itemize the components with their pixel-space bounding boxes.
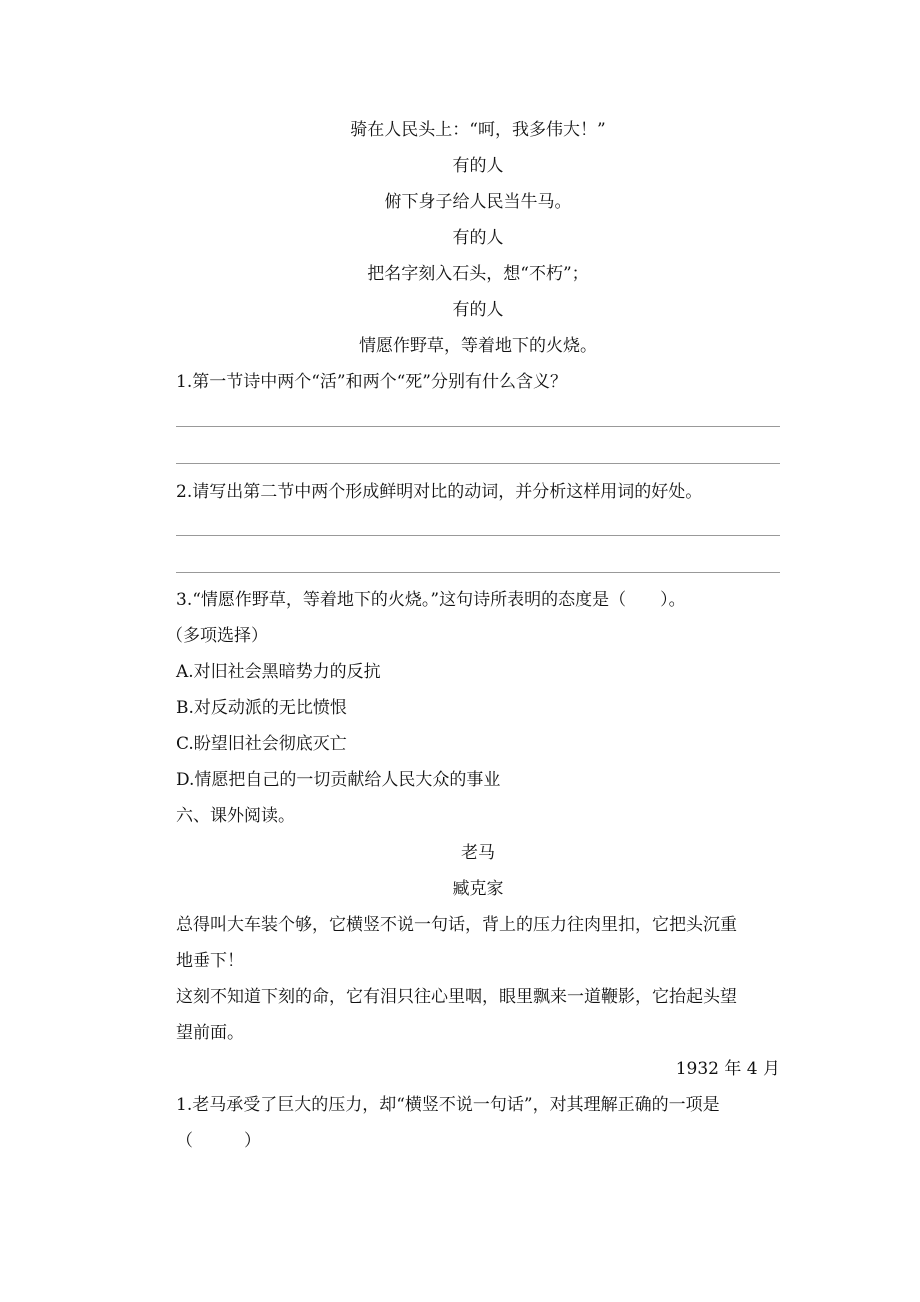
poem-title: 老马 [461, 843, 495, 863]
poem-line: 有的人 [452, 156, 504, 176]
answer-line[interactable] [176, 572, 780, 573]
poem-date: 1932 年 4 月 [675, 1059, 780, 1079]
option-b: B.对反动派的无比愤恨 [176, 698, 347, 718]
answer-bracket: （ ） [176, 1131, 261, 1151]
paragraph-line: 地垂下！ [176, 951, 244, 971]
answer-line[interactable] [176, 463, 780, 464]
section-heading: 六、课外阅读。 [176, 806, 295, 826]
question-reading-1: 1.老马承受了巨大的压力，却“横竖不说一句话”，对其理解正确的一项是 [176, 1095, 720, 1115]
question-2: 2.请写出第二节中两个形成鲜明对比的动词，并分析这样用词的好处。 [176, 482, 703, 502]
option-c: C.盼望旧社会彻底灭亡 [176, 734, 347, 754]
paragraph-line: 总得叫大车装个够，它横竖不说一句话，背上的压力往肉里扣，它把头沉重 [176, 915, 737, 935]
poem-line: 俯下身子给人民当牛马。 [384, 192, 572, 212]
question-1: 1.第一节诗中两个“活”和两个“死”分别有什么含义？ [176, 372, 567, 392]
poem-line: 有的人 [452, 228, 504, 248]
poem-line: 有的人 [452, 300, 504, 320]
question-3-note: （多项选择） [166, 626, 268, 646]
poem-line: 骑在人民头上：“呵，我多伟大！” [350, 120, 606, 140]
question-3: 3.“情愿作野草，等着地下的火烧。”这句诗所表明的态度是（ ）。 [176, 590, 686, 610]
option-d: D.情愿把自己的一切贡献给人民大众的事业 [176, 770, 501, 790]
answer-line[interactable] [176, 426, 780, 427]
poem-line: 情愿作野草，等着地下的火烧。 [359, 336, 597, 356]
paragraph-line: 这刻不知道下刻的命，它有泪只往心里咽，眼里飘来一道鞭影，它抬起头望 [176, 987, 737, 1007]
option-a: A.对旧社会黑暗势力的反抗 [176, 662, 381, 682]
answer-line[interactable] [176, 535, 780, 536]
poem-author: 臧克家 [452, 879, 504, 899]
poem-line: 把名字刻入石头，想“不朽”； [367, 264, 589, 284]
paragraph-line: 望前面。 [176, 1023, 244, 1043]
